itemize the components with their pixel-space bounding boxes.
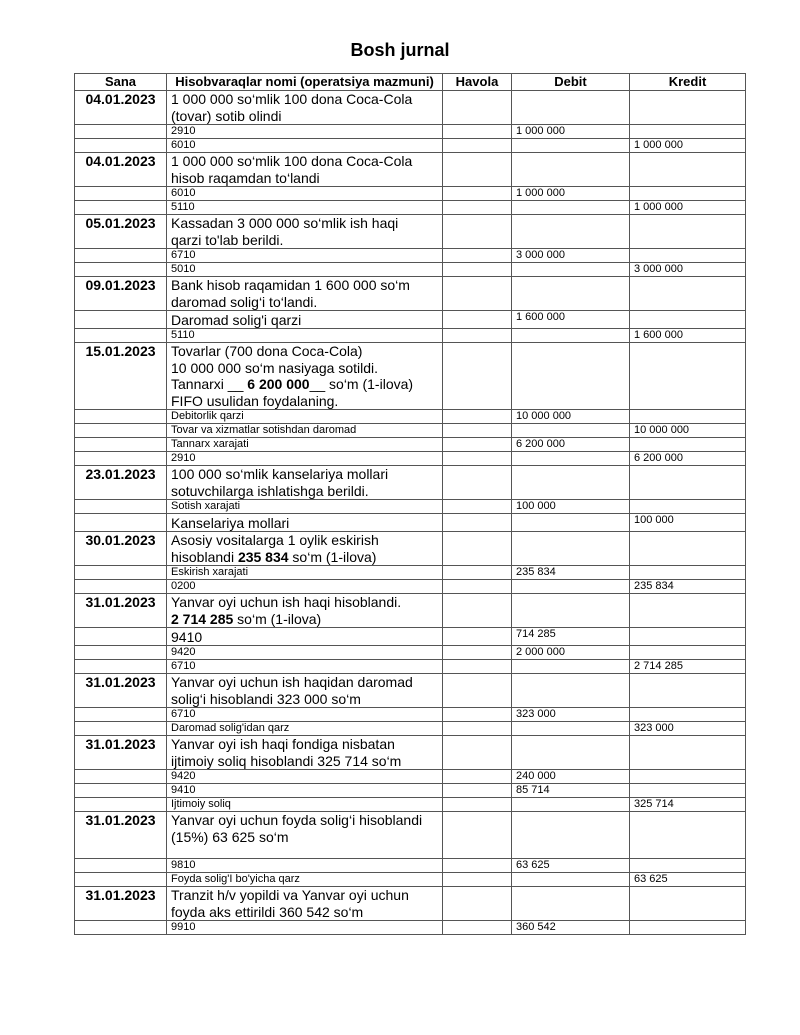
entry-date: 31.01.2023: [75, 594, 167, 628]
credit-cell: 100 000: [630, 514, 746, 532]
debit-cell: 63 625: [512, 859, 630, 873]
ref-cell: [443, 514, 512, 532]
account-cell: 6010: [167, 139, 443, 153]
credit-cell: [630, 215, 746, 249]
entry-date: 31.01.2023: [75, 674, 167, 708]
account-cell: 0200: [167, 580, 443, 594]
entry-description: 1 000 000 so‘mlik 100 dona Coca-Cola (tovar) sotib olindi: [167, 91, 443, 125]
entry-date: 30.01.2023: [75, 532, 167, 566]
credit-cell: [630, 277, 746, 311]
credit-cell: 1 000 000: [630, 201, 746, 215]
debit-cell: [512, 466, 630, 500]
line-row: [75, 798, 746, 812]
entry-description: Kassadan 3 000 000 so‘mlik ish haqi qarzi to'lab berildi.: [167, 215, 443, 249]
credit-cell: 323 000: [630, 722, 746, 736]
account-cell: Eskirish xarajati: [167, 566, 443, 580]
debit-cell: [512, 215, 630, 249]
credit-cell: [630, 887, 746, 921]
credit-cell: [630, 736, 746, 770]
date-cell: [75, 329, 167, 343]
line-row: [75, 921, 746, 935]
entry-row: [75, 466, 746, 500]
entry-description: Yanvar oyi uchun ish haqi hisoblandi. 2 714 285 so‘m (1-ilova): [167, 594, 443, 628]
line-row: [75, 201, 746, 215]
line-row: [75, 438, 746, 452]
debit-cell: 1 000 000: [512, 125, 630, 139]
debit-cell: [512, 277, 630, 311]
credit-cell: [630, 249, 746, 263]
account-cell: Sotish xarajati: [167, 500, 443, 514]
account-cell: Daromad solig'i qarzi: [167, 311, 443, 329]
debit-cell: [512, 722, 630, 736]
credit-cell: [630, 594, 746, 628]
entry-row: [75, 532, 746, 566]
credit-cell: 63 625: [630, 873, 746, 887]
credit-cell: [630, 674, 746, 708]
ref-cell: [443, 500, 512, 514]
line-row: [75, 722, 746, 736]
ref-cell: [443, 201, 512, 215]
debit-cell: 714 285: [512, 628, 630, 646]
date-cell: [75, 438, 167, 452]
ref-cell: [443, 873, 512, 887]
debit-cell: [512, 736, 630, 770]
debit-cell: [512, 91, 630, 125]
credit-cell: 325 714: [630, 798, 746, 812]
account-cell: 6710: [167, 660, 443, 674]
entry-row: [75, 594, 746, 628]
entry-date: 31.01.2023: [75, 736, 167, 770]
entry-description: Tovarlar (700 dona Coca-Cola) 10 000 000 so‘m nasiyaga sotildi. Tannarxi __ 6 200 000__ so‘m (1-ilova) FIFO usulidan foydalaning.: [167, 343, 443, 410]
entry-description: Asosiy vositalarga 1 oylik eskirish hisoblandi 235 834 so‘m (1-ilova): [167, 532, 443, 566]
line-row: [75, 646, 746, 660]
credit-cell: [630, 153, 746, 187]
date-cell: [75, 580, 167, 594]
ref-cell: [443, 452, 512, 466]
ref-cell: [443, 722, 512, 736]
credit-cell: [630, 438, 746, 452]
debit-cell: 235 834: [512, 566, 630, 580]
credit-cell: [630, 628, 746, 646]
account-cell: Kanselariya mollari: [167, 514, 443, 532]
line-row: [75, 859, 746, 873]
credit-cell: [630, 311, 746, 329]
account-cell: Tannarx xarajati: [167, 438, 443, 452]
debit-cell: [512, 452, 630, 466]
line-row: [75, 566, 746, 580]
ref-cell: [443, 660, 512, 674]
account-cell: 5110: [167, 201, 443, 215]
account-cell: 6010: [167, 187, 443, 201]
date-cell: [75, 201, 167, 215]
debit-cell: [512, 532, 630, 566]
entry-row: [75, 674, 746, 708]
ref-cell: [443, 628, 512, 646]
credit-cell: [630, 566, 746, 580]
ref-cell: [443, 249, 512, 263]
entry-row: [75, 215, 746, 249]
entry-date: 23.01.2023: [75, 466, 167, 500]
date-cell: [75, 770, 167, 784]
entry-description: Yanvar oyi uchun foyda solig‘i hisoblandi (15%) 63 625 so‘m: [167, 812, 443, 859]
line-row: [75, 311, 746, 329]
ref-cell: [443, 708, 512, 722]
ref-cell: [443, 424, 512, 438]
credit-cell: [630, 532, 746, 566]
date-cell: [75, 139, 167, 153]
date-cell: [75, 311, 167, 329]
debit-cell: [512, 580, 630, 594]
entry-date: 09.01.2023: [75, 277, 167, 311]
credit-cell: [630, 410, 746, 424]
debit-cell: [512, 798, 630, 812]
ref-cell: [443, 215, 512, 249]
debit-cell: [512, 674, 630, 708]
debit-cell: 323 000: [512, 708, 630, 722]
header-credit: Kredit: [630, 74, 746, 91]
ref-cell: [443, 770, 512, 784]
ref-cell: [443, 798, 512, 812]
account-cell: Foyda solig'I bo'yicha qarz: [167, 873, 443, 887]
entry-date: 04.01.2023: [75, 153, 167, 187]
credit-cell: [630, 812, 746, 859]
entry-description: Tranzit h/v yopildi va Yanvar oyi uchun foyda aks ettirildi 360 542 so‘m: [167, 887, 443, 921]
debit-cell: [512, 660, 630, 674]
entry-row: [75, 153, 746, 187]
credit-cell: 2 714 285: [630, 660, 746, 674]
entry-row: [75, 812, 746, 859]
credit-cell: [630, 921, 746, 935]
date-cell: [75, 452, 167, 466]
entry-row: [75, 91, 746, 125]
entry-description: Yanvar oyi ish haqi fondiga nisbatan ijtimoiy soliq hisoblandi 325 714 so‘m: [167, 736, 443, 770]
line-row: [75, 708, 746, 722]
debit-cell: [512, 887, 630, 921]
debit-cell: [512, 812, 630, 859]
debit-cell: [512, 514, 630, 532]
debit-cell: [512, 594, 630, 628]
ref-cell: [443, 566, 512, 580]
date-cell: [75, 628, 167, 646]
account-cell: 9420: [167, 646, 443, 660]
credit-cell: [630, 466, 746, 500]
credit-cell: [630, 708, 746, 722]
credit-cell: 3 000 000: [630, 263, 746, 277]
line-row: [75, 125, 746, 139]
date-cell: [75, 410, 167, 424]
account-cell: 5010: [167, 263, 443, 277]
date-cell: [75, 921, 167, 935]
header-account: Hisobvaraqlar nomi (operatsiya mazmuni): [167, 74, 443, 91]
entry-date: 15.01.2023: [75, 343, 167, 410]
debit-cell: [512, 153, 630, 187]
debit-cell: 2 000 000: [512, 646, 630, 660]
ref-cell: [443, 466, 512, 500]
debit-cell: [512, 424, 630, 438]
entry-date: 31.01.2023: [75, 812, 167, 859]
account-cell: Ijtimoiy soliq: [167, 798, 443, 812]
date-cell: [75, 263, 167, 277]
debit-cell: [512, 263, 630, 277]
date-cell: [75, 708, 167, 722]
credit-cell: 6 200 000: [630, 452, 746, 466]
credit-cell: [630, 770, 746, 784]
line-row: [75, 784, 746, 798]
account-cell: 2910: [167, 125, 443, 139]
entry-description: 1 000 000 so‘mlik 100 dona Coca-Cola hisob raqamdan to‘landi: [167, 153, 443, 187]
account-cell: 9910: [167, 921, 443, 935]
entry-row: [75, 887, 746, 921]
ref-cell: [443, 674, 512, 708]
line-row: [75, 500, 746, 514]
account-cell: 2910: [167, 452, 443, 466]
account-cell: 5110: [167, 329, 443, 343]
debit-cell: [512, 343, 630, 410]
account-cell: 9810: [167, 859, 443, 873]
credit-cell: 235 834: [630, 580, 746, 594]
debit-cell: 100 000: [512, 500, 630, 514]
date-cell: [75, 249, 167, 263]
credit-cell: [630, 859, 746, 873]
entry-row: [75, 277, 746, 311]
debit-cell: 3 000 000: [512, 249, 630, 263]
account-cell: Tovar va xizmatlar sotishdan daromad: [167, 424, 443, 438]
entry-description: 100 000 so‘mlik kanselariya mollari sotuvchilarga ishlatishga berildi.: [167, 466, 443, 500]
ref-cell: [443, 139, 512, 153]
entry-date: 05.01.2023: [75, 215, 167, 249]
date-cell: [75, 873, 167, 887]
line-row: [75, 329, 746, 343]
ref-cell: [443, 91, 512, 125]
ref-cell: [443, 343, 512, 410]
ref-cell: [443, 311, 512, 329]
credit-cell: 1 000 000: [630, 139, 746, 153]
account-cell: 6710: [167, 708, 443, 722]
line-row: [75, 187, 746, 201]
page-title: Bosh jurnal: [350, 40, 450, 60]
line-row: [75, 410, 746, 424]
line-row: [75, 263, 746, 277]
account-cell: 9420: [167, 770, 443, 784]
account-cell: Daromad solig'idan qarz: [167, 722, 443, 736]
header-row: [75, 74, 746, 91]
debit-cell: 360 542: [512, 921, 630, 935]
header-debit: Debit: [512, 74, 630, 91]
line-row: [75, 514, 746, 532]
debit-cell: [512, 139, 630, 153]
entry-row: [75, 736, 746, 770]
date-cell: [75, 859, 167, 873]
line-row: [75, 452, 746, 466]
ref-cell: [443, 594, 512, 628]
credit-cell: [630, 91, 746, 125]
ref-cell: [443, 580, 512, 594]
debit-cell: 1 000 000: [512, 187, 630, 201]
date-cell: [75, 646, 167, 660]
credit-cell: [630, 125, 746, 139]
ref-cell: [443, 125, 512, 139]
entry-description: Bank hisob raqamidan 1 600 000 so‘m daromad solig‘i to‘landi.: [167, 277, 443, 311]
header-date: Sana: [75, 74, 167, 91]
account-cell: Debitorlik qarzi: [167, 410, 443, 424]
credit-cell: 1 600 000: [630, 329, 746, 343]
ref-cell: [443, 859, 512, 873]
ref-cell: [443, 438, 512, 452]
credit-cell: [630, 784, 746, 798]
ref-cell: [443, 187, 512, 201]
ref-cell: [443, 887, 512, 921]
ref-cell: [443, 921, 512, 935]
ref-cell: [443, 277, 512, 311]
date-cell: [75, 424, 167, 438]
entry-date: 04.01.2023: [75, 91, 167, 125]
debit-cell: 240 000: [512, 770, 630, 784]
line-row: [75, 139, 746, 153]
entry-row: [75, 343, 746, 410]
date-cell: [75, 798, 167, 812]
entry-date: 31.01.2023: [75, 887, 167, 921]
credit-cell: 10 000 000: [630, 424, 746, 438]
debit-cell: 1 600 000: [512, 311, 630, 329]
line-row: [75, 580, 746, 594]
entry-description: Yanvar oyi uchun ish haqidan daromad solig‘i hisoblandi 323 000 so‘m: [167, 674, 443, 708]
credit-cell: [630, 343, 746, 410]
ref-cell: [443, 263, 512, 277]
ref-cell: [443, 812, 512, 859]
date-cell: [75, 187, 167, 201]
journal-table: [74, 73, 746, 935]
credit-cell: [630, 500, 746, 514]
line-row: [75, 770, 746, 784]
line-row: [75, 628, 746, 646]
line-row: [75, 249, 746, 263]
header-ref: Havola: [443, 74, 512, 91]
ref-cell: [443, 532, 512, 566]
line-row: [75, 424, 746, 438]
line-row: [75, 873, 746, 887]
date-cell: [75, 500, 167, 514]
credit-cell: [630, 646, 746, 660]
debit-cell: 85 714: [512, 784, 630, 798]
account-cell: 6710: [167, 249, 443, 263]
ref-cell: [443, 736, 512, 770]
date-cell: [75, 514, 167, 532]
account-cell: 9410: [167, 628, 443, 646]
debit-cell: [512, 873, 630, 887]
ref-cell: [443, 646, 512, 660]
date-cell: [75, 722, 167, 736]
credit-cell: [630, 187, 746, 201]
date-cell: [75, 125, 167, 139]
date-cell: [75, 566, 167, 580]
account-cell: 9410: [167, 784, 443, 798]
ref-cell: [443, 153, 512, 187]
ref-cell: [443, 784, 512, 798]
debit-cell: [512, 329, 630, 343]
debit-cell: [512, 201, 630, 215]
ref-cell: [443, 410, 512, 424]
ref-cell: [443, 329, 512, 343]
date-cell: [75, 660, 167, 674]
date-cell: [75, 784, 167, 798]
debit-cell: 10 000 000: [512, 410, 630, 424]
line-row: [75, 660, 746, 674]
debit-cell: 6 200 000: [512, 438, 630, 452]
